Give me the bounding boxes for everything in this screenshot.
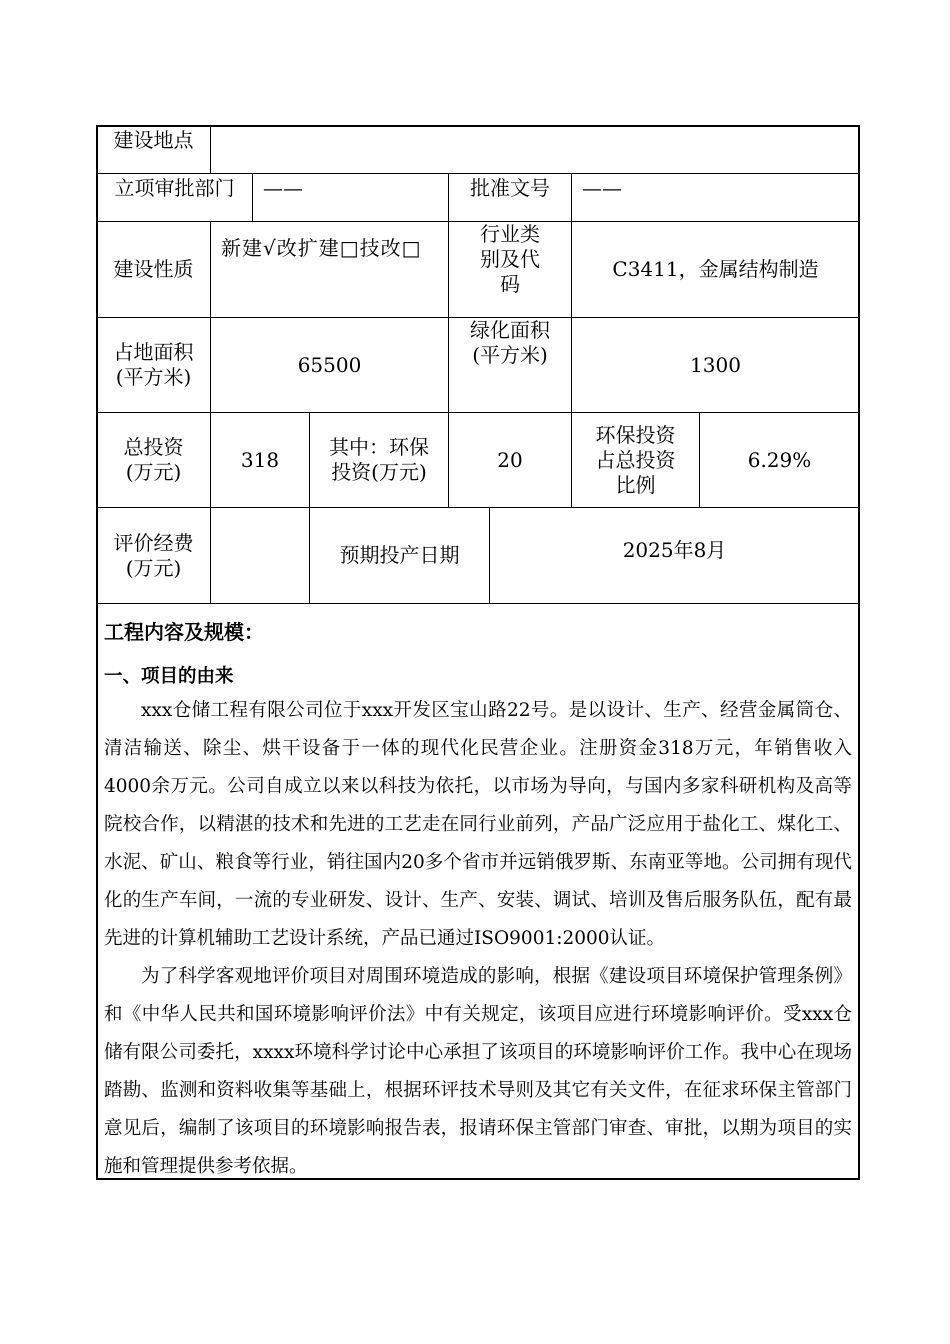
env-invest-value: 20 <box>497 447 523 472</box>
approval-no-value: —— <box>582 176 622 200</box>
eval-fee-label: 评价经费(万元) <box>113 530 194 580</box>
approval-no-label: 批准文号 <box>470 176 550 200</box>
nature-value: 新建√改扩建□技改□ <box>221 236 422 260</box>
land-area-label: 占地面积(平方米) <box>113 340 194 389</box>
env-invest-label: 其中：环保投资(万元) <box>329 435 429 484</box>
industry-value: C3411，金属结构制造 <box>612 257 819 281</box>
row-divider <box>97 603 859 604</box>
nature-label: 建设性质 <box>113 257 194 281</box>
section-title: 工程内容及规模： <box>104 620 264 644</box>
env-ratio-value: 6.29% <box>747 447 812 472</box>
green-area-label: 绿化面积(平方米) <box>470 318 550 367</box>
env-ratio-label: 环保投资占总投资比例 <box>595 422 676 497</box>
approval-dept-value: —— <box>263 176 303 200</box>
green-area-value: 1300 <box>690 352 741 377</box>
start-date-value: 2025年8月 <box>622 538 727 562</box>
paragraph-origin: xxx仓储工程有限公司位于xxx开发区宝山路22号。是以设计、生产、经营金属筒仓、清洁输送、除尘、烘干设备于一体的现代化民营企业。注册资金318万元，年销售收入4000余万元。公司自成立以来以科技为依托，以市场为导向，与国内多家科研机构及高等院校合作，以精湛的技术和先进的工艺走在同行业前列，产品广泛应用于盐化工、煤化工、水泥、矿山、粮食等行业，销往国内20多个省市并远销俄罗斯、东南亚等地。公司拥有现代化的生产车间，一流的专业研发、设计、生产、安装、调试、培训及售后服务队伍，配有最先进的计算机辅助工艺设计系统，产品已通过ISO9001:2000认证。 <box>104 700 852 949</box>
eval-fee-value <box>211 508 309 603</box>
location-label: 建设地点 <box>113 128 194 152</box>
start-date-label: 预期投产日期 <box>339 543 460 567</box>
land-area-value: 65500 <box>297 352 362 377</box>
total-invest-value: 318 <box>240 447 280 472</box>
location-value <box>211 126 859 173</box>
paragraph-assessment: 为了科学客观地评价项目对周围环境造成的影响，根据《建设项目环境保护管理条例》和《中华人民共和国环境影响评价法》中有关规定，该项目应进行环境影响评价。受xxx仓储有限公司委托，xxxx环境科学讨论中心承担了该项目的环境影响评价工作。我中心在现场踏勘、监测和资料收集等基础上，根据环评技术导则及其它有关文件，在征求环保主管部门意见后，编制了该项目的环境影响报告表，报请环保主管部门审查、审批，以期为项目的实施和管理提供参考依据。 <box>104 966 852 1177</box>
total-invest-label: 总投资(万元) <box>123 435 184 484</box>
subsection-title: 一、项目的由来 <box>104 666 234 687</box>
content-body <box>104 692 852 1186</box>
industry-label: 行业类别及代码 <box>480 222 540 296</box>
approval-dept-label: 立项审批部门 <box>114 176 235 200</box>
